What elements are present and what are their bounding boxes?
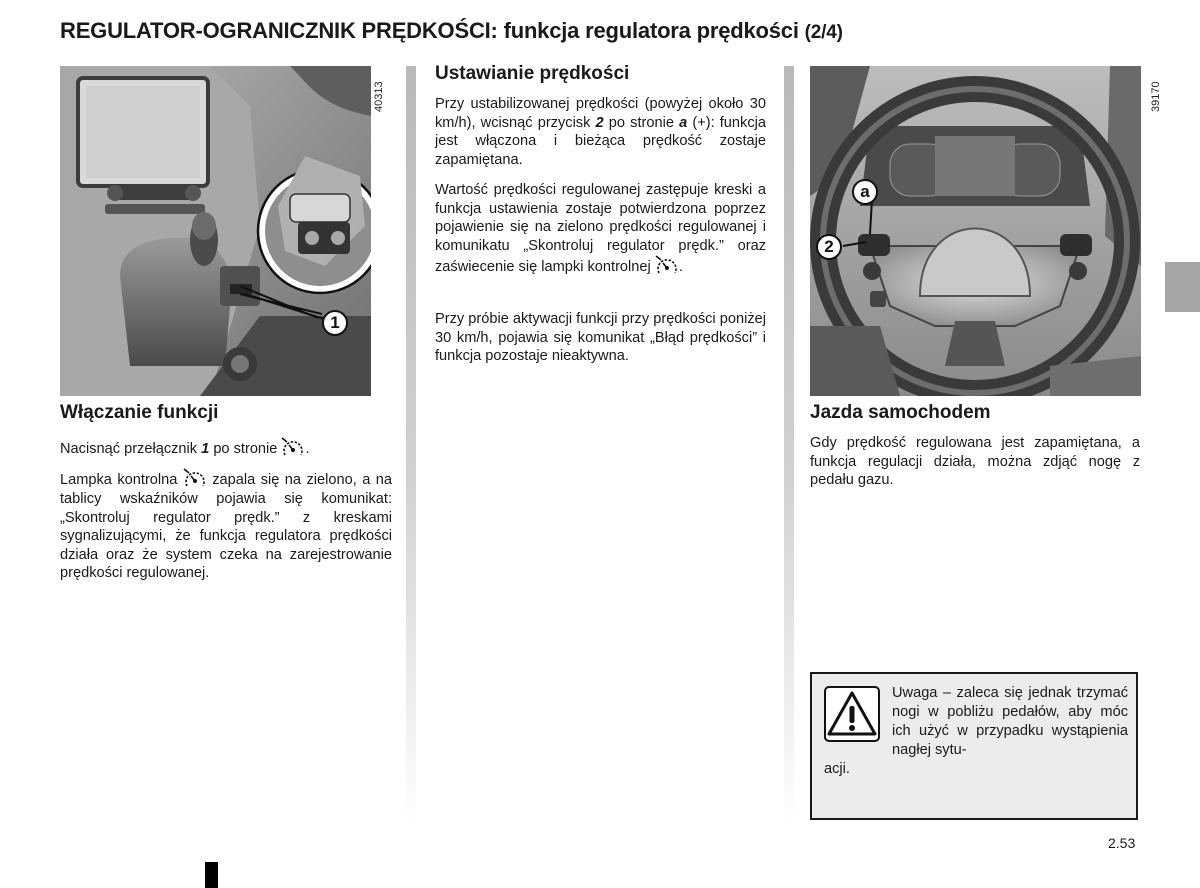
warning-text: Uwaga – zaleca się jednak trzymać nogi w pobliżu pedałów, aby móc ich użyć w przypadku wystąpienia nagłej sytu-: [892, 685, 1128, 758]
column-divider-left: [406, 66, 416, 826]
paragraph-driving: Gdy prędkość regulowana jest zapamiętana, a funkcja regulacji działa, można zdjąć nogę z pedału gazu.: [810, 435, 1140, 489]
text-segment: Przy ustabilizowanej prędkości (powyżej około 30 km/h), wcisnąć przycisk: [435, 96, 766, 131]
text-segment: po stronie: [209, 441, 282, 457]
callout-ref-2: 2: [595, 114, 604, 131]
image-number-right: 39170: [1150, 81, 1162, 112]
steering-wheel-illustration: [810, 66, 1141, 396]
text-segment: zapala się na zielono, a na tablicy wskaźników pojawia się komunikat: „Skontroluj regulator prędk.” z kreskami sygnalizującymi, że funkcja regulatora prędkości działa oraz że system czeka na zarejestrowanie prędkości regulowanej.: [60, 472, 392, 582]
callout-2: 2: [816, 234, 842, 260]
paragraph-press-switch: [60, 437, 392, 459]
section-thumb-tab: [1165, 262, 1200, 312]
text-segment: .: [305, 441, 310, 457]
speedometer-icon: [183, 468, 207, 490]
page-number: 2.53: [1108, 835, 1136, 851]
callout-ref-a: a: [679, 114, 688, 131]
text-segment: Nacisnąć przełącznik: [60, 441, 202, 457]
callout-1: 1: [322, 310, 348, 336]
callout-a: a: [852, 179, 878, 205]
console-photo: [60, 66, 371, 396]
console-illustration: [60, 66, 371, 396]
speedometer-icon: [281, 437, 305, 459]
speedometer-icon: [655, 255, 679, 277]
text-segment: Wartość prędkości regulowanej zastępuje kreski a funkcja ustawienia zostaje potwierdzona poprzez pojawienie się na zielono prędkości regulowanej i komunikatu „Skontroluj regulator prędk.” oraz zaświecenie się lampki kontrolnej: [435, 182, 766, 276]
warning-text-end: acji.: [824, 761, 850, 777]
title-main: REGULATOR-OGRANICZNIK PRĘDKOŚCI: funkcja regulatora prędkości: [60, 18, 805, 43]
page-title: [60, 18, 843, 44]
heading-jazda: Jazda samochodem: [810, 402, 991, 423]
text-segment: .: [678, 259, 683, 276]
image-number-left: 40313: [373, 81, 385, 112]
text-segment: (+): funkcja jest włączona i bieżąca prędkość zostaje zapamiętana.: [435, 114, 766, 168]
title-part: (2/4): [804, 22, 843, 43]
text-segment: Lampka kontrolna: [60, 472, 183, 488]
steering-wheel-photo: [810, 66, 1141, 396]
warning-triangle-icon: [824, 686, 880, 742]
paragraph-set-speed: [435, 95, 766, 169]
heading-wlaczanie: Włączanie funkcji: [60, 402, 219, 423]
column-divider-right: [784, 66, 794, 826]
paragraph-speed-replaces: [435, 181, 766, 277]
text-segment: po stronie: [603, 114, 680, 131]
paragraph-warning-lamp: [60, 468, 392, 583]
callout-ref-1: 1: [201, 441, 210, 457]
warning-box: [810, 672, 1138, 820]
heading-ustawianie: Ustawianie prędkości: [435, 63, 630, 84]
paragraph-speed-error: Przy próbie aktywacji funkcji przy prędkości poniżej 30 km/h, pojawia się komunikat „Błąd prędkości” i funkcja pozostaje nieaktywna.: [435, 311, 766, 365]
edge-mark: [205, 862, 218, 888]
